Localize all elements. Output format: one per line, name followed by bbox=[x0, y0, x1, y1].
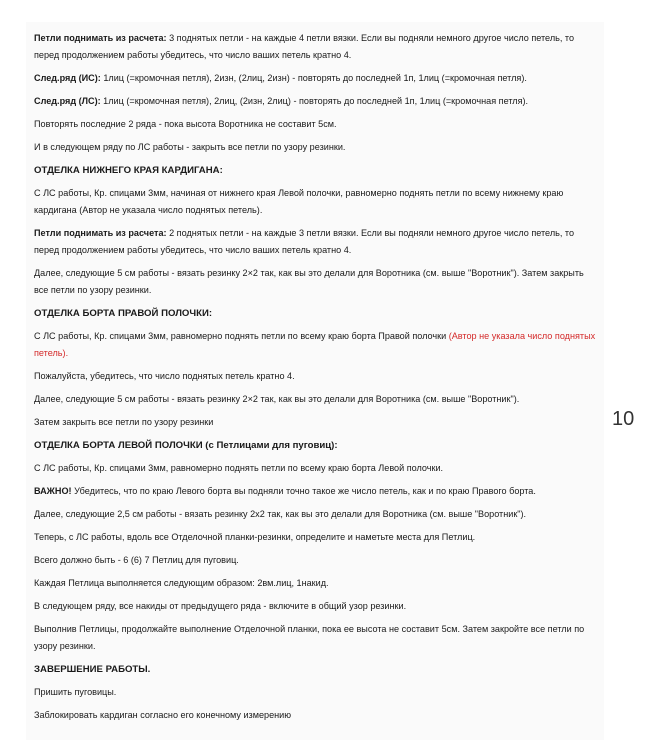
section-heading-finishing: ЗАВЕРШЕНИЕ РАБОТЫ. bbox=[34, 664, 151, 675]
section-heading-bottom-edge: ОТДЕЛКА НИЖНЕГО КРАЯ КАРДИГАНА: bbox=[34, 165, 223, 176]
paragraph-text: С ЛС работы, Кр. спицами 3мм, равномерно поднять петли по всему краю борта Правой полочки bbox=[34, 331, 449, 341]
paragraph-next-row-ws bbox=[34, 70, 599, 87]
paragraph-left-pickup: С ЛС работы, Кр. спицами 3мм, равномерно поднять петли по всему краю борта Левой полочки. bbox=[34, 463, 444, 473]
bold-label: След.ряд (ИС): bbox=[34, 73, 101, 83]
paragraph-right-rib: Далее, следующие 5 см работы - вязать резинку 2×2 так, как вы это делали для Воротника (см. выше "Воротник"). bbox=[34, 394, 520, 404]
paragraph-right-bind-off: Затем закрыть все петли по узору резинки bbox=[34, 417, 214, 427]
paragraph-left-rib: Далее, следующие 2,5 см работы - вязать резинку 2х2 так, как вы это делали для Воротника (см. выше "Воротник"). bbox=[34, 509, 527, 519]
paragraph-mark-buttonholes: Теперь, с ЛС работы, вдоль все Отделочной планки-резинки, определите и наметьте места для Петлиц. bbox=[34, 532, 476, 542]
paragraph-bottom-ratio bbox=[34, 225, 599, 259]
paragraph-bottom-rib: Далее, следующие 5 см работы - вязать резинку 2×2 так, как вы это делали для Воротника (см. выше "Воротник"). Затем закрыть все петли по узору резинки. bbox=[34, 268, 584, 295]
paragraph-blocking: Заблокировать кардиган согласно его конечному измерению bbox=[34, 710, 292, 720]
paragraph-text: 2 поднятых петли - на каждые 3 петли вязки. Если вы подняли немного другое число петель, то перед продолжением работы убедитесь, что число ваших петель кратно 4. bbox=[34, 228, 575, 255]
paragraph-text: Убедитесь, что по краю Левого борта вы подняли точно такое же число петель, как и по краю Правого борта. bbox=[71, 486, 536, 496]
paragraph-buttonhole-count: Всего должно быть - 6 (6) 7 Петлиц для пуговиц. bbox=[34, 555, 239, 565]
bold-label: Петли поднимать из расчета: bbox=[34, 33, 167, 43]
section-heading-left-band: ОТДЕЛКА БОРТА ЛЕВОЙ ПОЛОЧКИ (с Петлицами для пуговиц): bbox=[34, 440, 338, 451]
paragraph-text: 1лиц (=кромочная петля), 2изн, (2лиц, 2изн) - повторять до последней 1п, 1лиц (=кромочная петля). bbox=[100, 73, 527, 83]
bold-label: ВАЖНО! bbox=[34, 486, 72, 496]
section-heading-right-band: ОТДЕЛКА БОРТА ПРАВОЙ ПОЛОЧКИ: bbox=[34, 308, 213, 319]
page-number: 10 bbox=[612, 408, 635, 430]
paragraph-right-check: Пожалуйста, убедитесь, что число поднятых петель кратно 4. bbox=[34, 371, 295, 381]
paragraph-next-row-yo: В следующем ряду, все накиды от предыдущего ряда - включите в общий узор резинки. bbox=[34, 601, 407, 611]
document-page bbox=[26, 22, 604, 740]
paragraph-right-pickup bbox=[34, 328, 599, 362]
paragraph-loop-ratio bbox=[34, 30, 599, 64]
paragraph-important bbox=[34, 483, 599, 500]
paragraph-buttonhole-method: Каждая Петлица выполняется следующим образом: 2вм.лиц, 1накид. bbox=[34, 578, 329, 588]
paragraph-text: 1лиц (=кромочная петля), 2лиц, (2изн, 2лиц) - повторять до последней 1п, 1лиц (=кромочная петля). bbox=[100, 96, 529, 106]
author-note-red: (Автор не указала число поднятых петель). bbox=[34, 331, 596, 358]
paragraph-sew-buttons: Пришить пуговицы. bbox=[34, 687, 117, 697]
paragraph-repeat: Повторять последние 2 ряда - пока высота Воротника не составит 5см. bbox=[34, 119, 337, 129]
paragraph-bottom-pickup: С ЛС работы, Кр. спицами 3мм, начиная от нижнего края Левой полочки, равномерно поднять петли по всему нижнему краю кардигана (Автор не указала число поднятых петель). bbox=[34, 188, 564, 215]
bold-label: След.ряд (ЛС): bbox=[34, 96, 101, 106]
paragraph-next-row-rs bbox=[34, 93, 599, 110]
paragraph-text: 3 поднятых петли - на каждые 4 петли вязки. Если вы подняли немного другое число петель, то перед продолжением работы убедитесь, что число ваших петель кратно 4. bbox=[34, 33, 575, 60]
bold-label: Петли поднимать из расчета: bbox=[34, 228, 167, 238]
document-body bbox=[34, 30, 599, 730]
paragraph-finish-band: Выполнив Петлицы, продолжайте выполнение Отделочной планки, пока ее высота не составит 5см. Затем закройте все петли по узору резинки. bbox=[34, 624, 585, 651]
paragraph-bind-off: И в следующем ряду по ЛС работы - закрыть все петли по узору резинки. bbox=[34, 142, 346, 152]
